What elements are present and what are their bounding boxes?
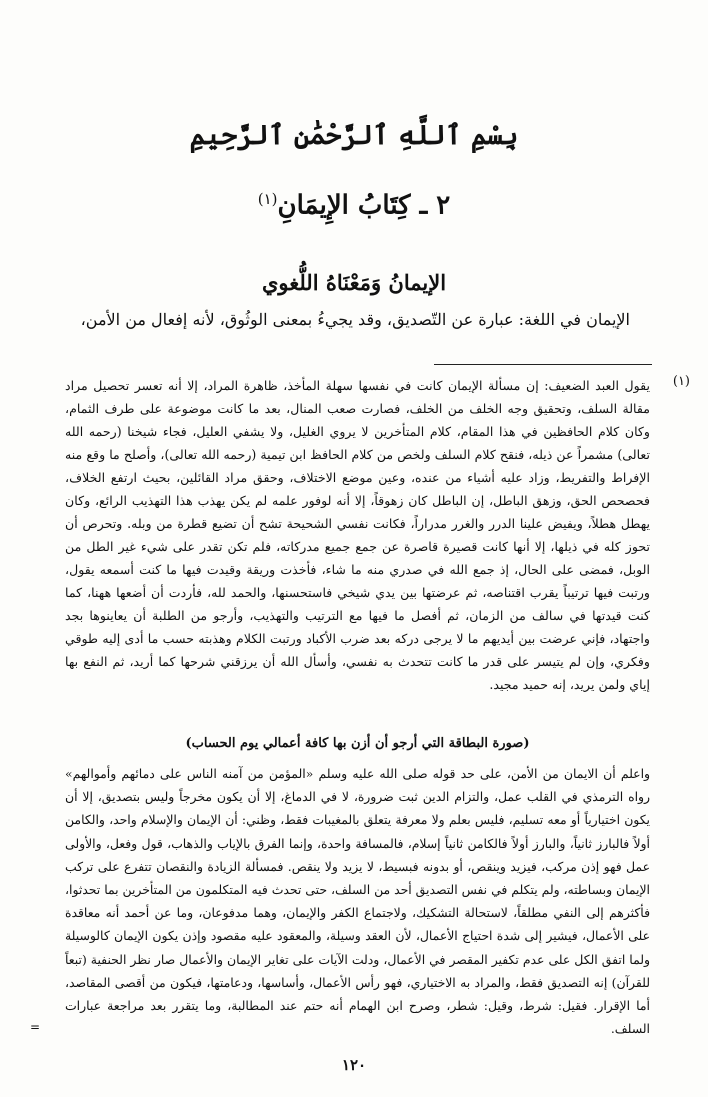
book-title-text: ٢ ـ كِتَابُ الإِيمَانِ	[277, 190, 451, 221]
footnote-body	[65, 374, 650, 696]
continuation-paragraph: واعلم أن الايمان من الأمن، على حد قوله صلى الله عليه وسلم «المؤمن من آمنه الناس على دمائهم وأموالهم» رواه الترمذي في القلب عمل، والتزام الدين ثبت ضرورة، لا في الدماغ، إلا أن يكون مخرجاً وليس بتصديق، إلا أن يكون اختيارياً أو معه تسليم، فليس بعلم ولا معرفة يتعلق بالمغيبات فقط، وظني: أن الإيمان والإسلام واحد، والكامن أولاً فالبارز ثانياً، والبارز أولاً فالكامن ثانياً إسلام، فالمسافة واحدة، وإنما الفرق بالإياب والذهاب، قول وفعل، والأولى عمل فهو إذن مركب، فيزيد وينقص، أو بدونه فبسيط، لا يزيد ولا ينقص. فمسألة الزيادة والنقصان تتفرع على تركب الإيمان وبساطته، ولم يتكلم في نفس التصديق أحد من السلف، حتى تحدث فيه المتكلمون من المتأخرين بما تحدثوا، فأكثرهم إلى النفي مطلقاً، لاستحالة التشكيك، ولاجتماع الكفر والإيمان، وهما مدفوعان، وما عن أحمد أنه معاقدة على الأعمال، فيشير إلى شدة احتياج الأعمال، لأن العقد وسيلة، والمعقود عليه مقصود وإذن يكون الإيمان كالوسيلة ولما اتفق الكل على عدم تكفير المقصر في الأعمال، ودلت الآيات على تغاير الإيمان والأعمال صار نظر الحنفية (تبعاً للقرآن) إنه التصديق فقط، والمراد به الاختياري، فهو رأس الأعمال، وأساسها، ودعامتها، فيكون من أقصى المقاصد، أما الإقرار. فقيل: شرط، وقيل: شطر، وصرح ابن الهمام أنه حتم عند المطالبة، وما يتقرر بعد مراجعة عبارات السلف.	[65, 766, 650, 1037]
footnote-ref: (١)	[257, 190, 278, 208]
footnote-paragraph: يقول العبد الضعيف: إن مسألة الإيمان كانت في نفسها سهلة المأخذ، ظاهرة المراد، إلا أنه تعسر تحصيل مراد مقالة السلف، وتحقيق وجه الخلف من الخلف، فصارت صعب المنال، بعد ما كانت موضوعة على طرف الثمام، وكان كلام الحافظين في هذا المقام، كلام المتأخرين لا يروي الغليل، ولا يشفي العليل، فجاء شيخنا (رحمه الله تعالى) مشمراً عن ذيله، فنقح كلام السلف ولخص من كلام الحافظ ابن تيمية (رحمه الله تعالى)، وأصلح ما وقع منه الإفراط والتفريط، وزاد عليه أشياء من عنده، وعين موضع الاختلاف، وحقق مراد القائلين، بحيث ارتفع الخلاف، فحصحص الحق، وزهق الباطل، إن الباطل كان زهوقاً، إلا أنه لوفور علمه لم يكن يهذب هذا التهذيب الرائع، وكان يهطل هطلاً، ويفيض علينا الدرر والغرر مدراراً، فكانت نفسي الشحيحة تشح أن تضيع قطرة من وبله. وتحرص أن تحوز كله في ذيلها، إلا أنها كانت قصيرة قاصرة عن جمع جميع مدركاته، فلم تكن تقدر على شيء غير الطل من الوبل، فمضى على الحال، إذ جمع الله في صدري منه ما شاء، فأخذت وريقة وقيدت فيها ما كنت أسمعه يقول، ورتبت فيها ترتيباً يقرب اقتناصه، ثم عرضتها بين يدي شيخي فاستحسنها، والحمد لله، فأردت أن أضعها ههنا، كما كنت قيدتها في سالف من الزمان، ثم أفصل ما فيها مع الترتيب والتهذيب، وأرجو من الطلبة أن يعاينوها بجد واجتهاد، فإني عرضت بين أيديهم ما لا يرجى دركه بعد ضرب الأكباد ورتبت الكلام وهذبته حسب ما أدى إليه طوقي وفكري، وإن لم يتيسر على قدر ما كانت تتحدث به نفسي، وأسأل الله أن يرزقني شرحها كما أريد، ثم النفع بها إياي ولمن يريد، إنه حميد مجيد.	[65, 378, 650, 692]
section-title: الإيمانُ وَمَعْنَاهُ اللُّغوي	[261, 270, 447, 295]
basmala-heading: بِسْمِ ٱللَّهِ ٱلرَّحْمَٰنِ ٱلرَّحِيمِ	[189, 120, 519, 151]
page-number: ١٢٠	[341, 1056, 367, 1074]
book-title	[0, 190, 708, 221]
continuation-mark: =	[30, 1020, 41, 1034]
intro-paragraph: الإيمان في اللغة: عبارة عن التّصديق، وقد يجيءُ بمعنى الوثُوق، لأنه إفعال من الأمن،	[80, 310, 630, 329]
footnote-continuation	[65, 762, 650, 1040]
footnote-divider	[434, 364, 652, 365]
footnote-subheading: (صورة البطاقة التي أرجو أن أزن بها كافة أعمالي يوم الحساب)	[185, 736, 530, 751]
footnote-marker: (١)	[672, 374, 690, 389]
